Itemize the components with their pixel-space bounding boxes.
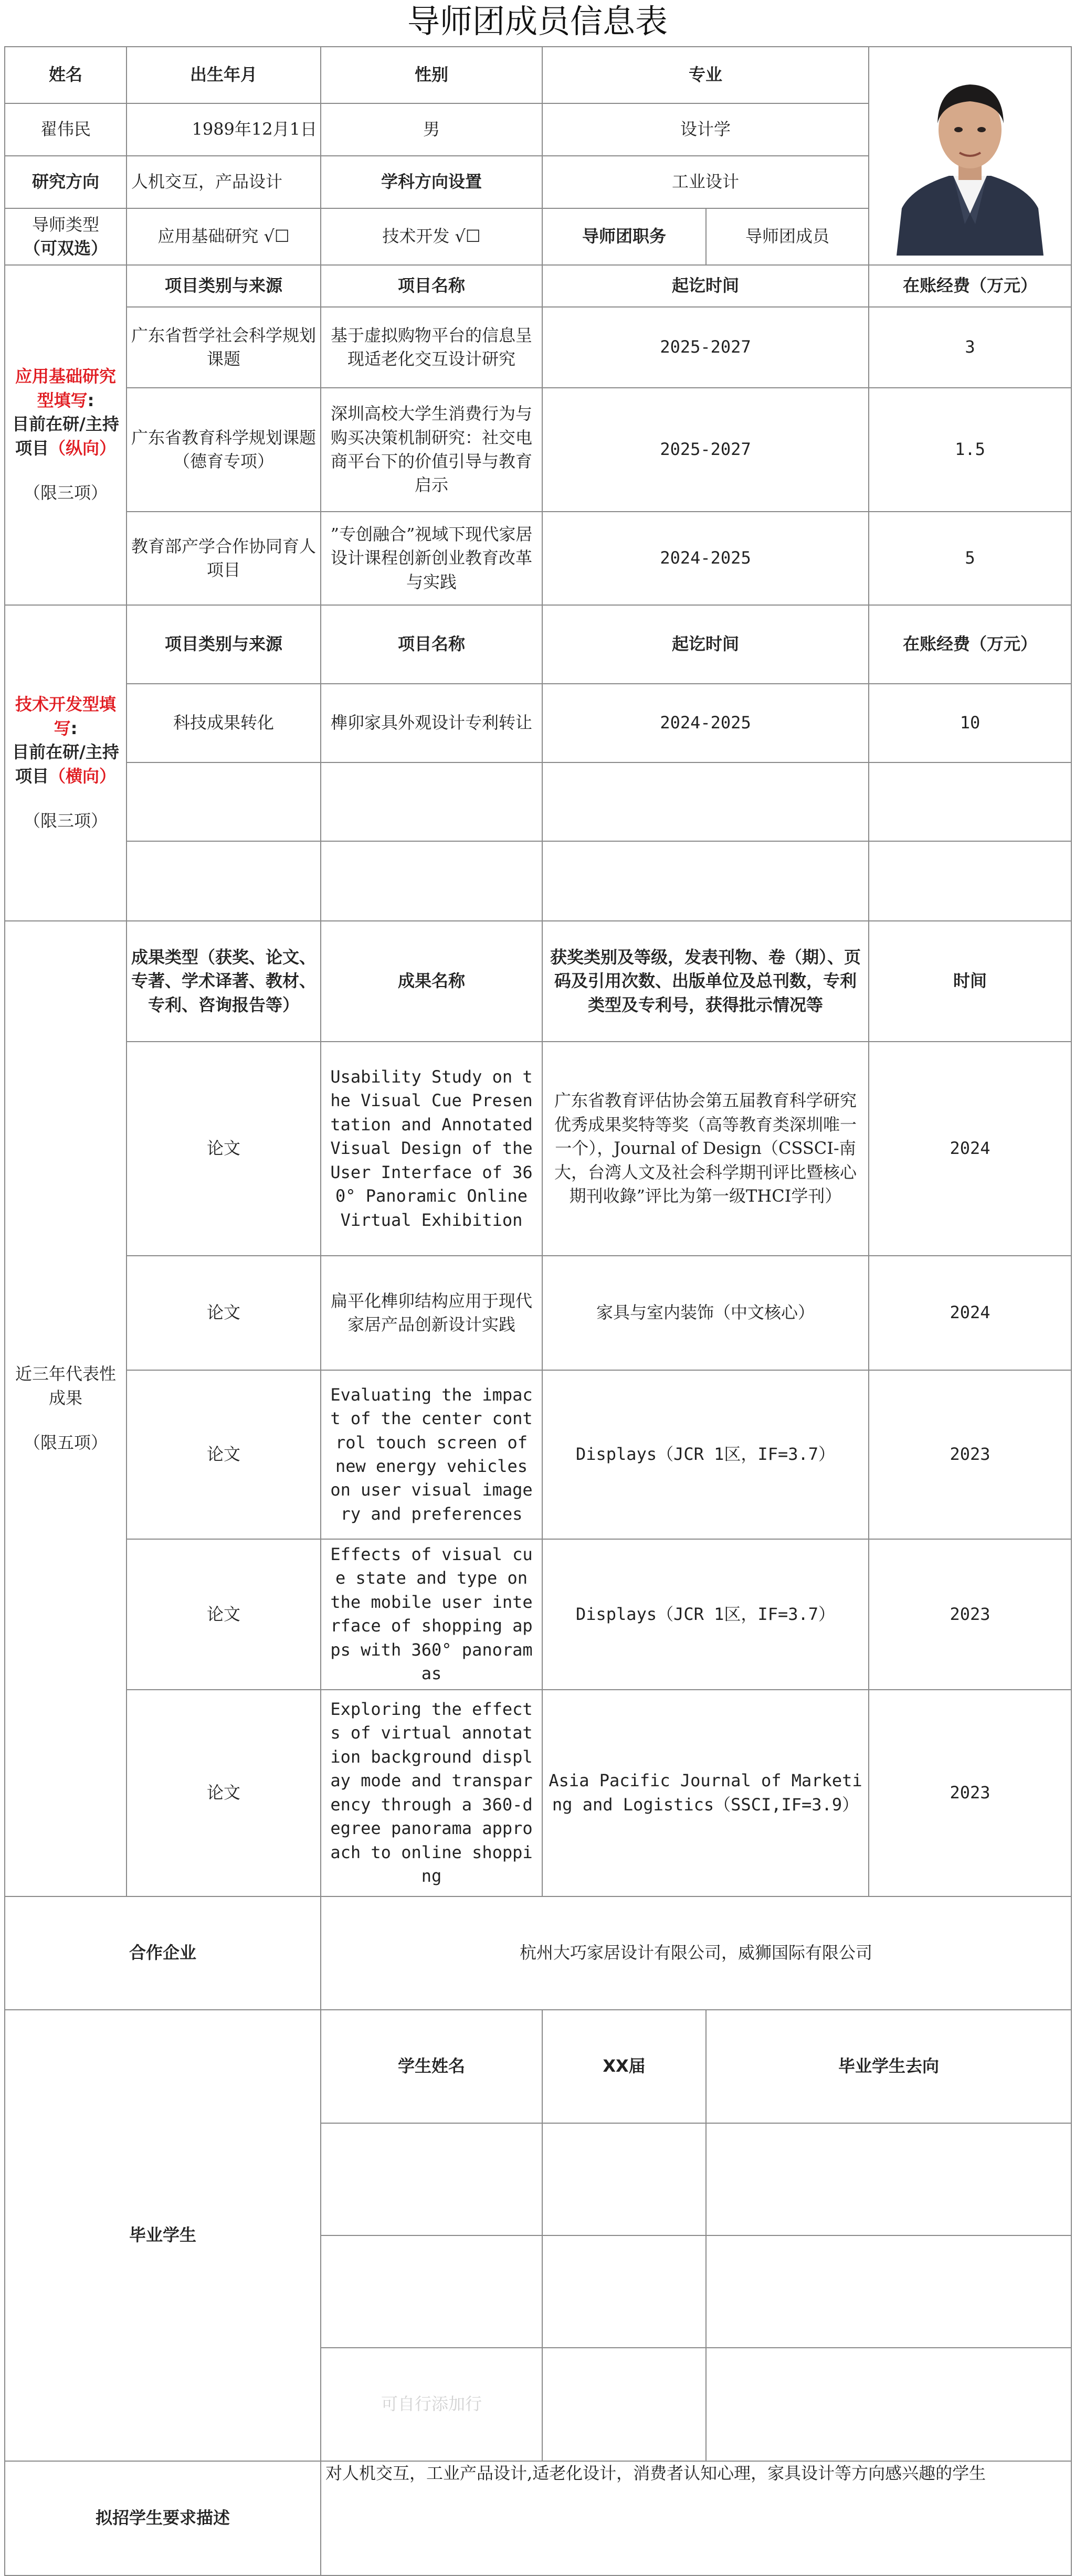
basic-side-red: 应用基础研究型填写 xyxy=(15,366,116,410)
project-fund xyxy=(869,841,1071,921)
project-period: 2025-2027 xyxy=(542,388,869,512)
partner-value: 杭州大巧家居设计有限公司，威狮国际有限公司 xyxy=(321,1896,1071,2010)
achievement-year: 2024 xyxy=(869,1256,1071,1370)
project-period: 2024-2025 xyxy=(542,512,869,605)
achievements-side-limit: （限五项） xyxy=(23,1433,108,1453)
mentor-type-label xyxy=(5,208,127,265)
project-period: 2025-2027 xyxy=(542,307,869,388)
project-source xyxy=(127,762,321,841)
mentor-info-table xyxy=(4,46,1072,2576)
project-source: 广东省哲学社会科学规划课题 xyxy=(127,307,321,388)
achievement-type: 论文 xyxy=(127,1690,321,1896)
achievement-row xyxy=(5,1370,1071,1539)
grad-header-name: 学生姓名 xyxy=(321,2010,542,2123)
project-name xyxy=(321,841,542,921)
project-fund: 10 xyxy=(869,684,1071,762)
type-basic-checkbox[interactable]: 应用基础研究 √☐ xyxy=(127,208,321,265)
project-source: 广东省教育科学规划课题（德育专项） xyxy=(127,388,321,512)
ach-header-detail: 获奖类别及等级，发表刊物、卷（期）、页码及引用次数、出版单位及总刊数，专利类型及专利号，获得批示情况等 xyxy=(542,921,869,1042)
major-value: 设计学 xyxy=(542,103,869,156)
recruit-value: 对人机交互，工业产品设计,适老化设计，消费者认知心理，家具设计等方向感兴趣的学生 xyxy=(321,2461,1071,2575)
achievement-name: Effects of visual cue state and type on the mobile user interface of shopping apps with 360° panoramas xyxy=(321,1539,542,1690)
basic-projects-side-label xyxy=(5,265,127,605)
recruit-label: 拟招学生要求描述 xyxy=(5,2461,321,2575)
achievement-detail: 广东省教育评估协会第五届教育科学研究优秀成果奖特等奖（高等教育类深圳唯一一个），Journal of Design（CSSCI-南大，台湾人文及社会科学期刊评比暨核心期刊收錄”评比为第一级THCI学刊） xyxy=(542,1042,869,1256)
mentor-type-text: 导师类型 xyxy=(31,214,99,235)
achievement-name: 扁平化榫卯结构应用于现代家居产品创新设计实践 xyxy=(321,1256,542,1370)
discipline-value: 工业设计 xyxy=(542,156,869,208)
project-name: 基于虚拟购物平台的信息呈现适老化交互设计研究 xyxy=(321,307,542,388)
project-name: 深圳高校大学生消费行为与购买决策机制研究：社交电商平台下的价值引导与教育启示 xyxy=(321,388,542,512)
achievement-year: 2023 xyxy=(869,1539,1071,1690)
basic-header-name: 项目名称 xyxy=(321,265,542,307)
project-source: 教育部产学合作协同育人项目 xyxy=(127,512,321,605)
project-fund: 5 xyxy=(869,512,1071,605)
research-label: 研究方向 xyxy=(5,156,127,208)
tech-side-red: 技术开发型填写 xyxy=(15,694,116,738)
project-name xyxy=(321,762,542,841)
birth-label: 出生年月 xyxy=(127,47,321,103)
achievement-detail: 家具与室内装饰（中文核心） xyxy=(542,1256,869,1370)
page-title: 导师团成员信息表 xyxy=(407,2,668,40)
tech-side-colon: : xyxy=(70,718,78,738)
basic-side-red2: （纵向） xyxy=(49,438,117,458)
achievement-row xyxy=(5,1690,1071,1896)
grad-header-year: XX届 xyxy=(542,2010,706,2123)
tech-side-limit: （限三项） xyxy=(23,811,108,831)
tech-header-source: 项目类别与来源 xyxy=(127,605,321,684)
achievement-detail: Asia Pacific Journal of Marketing and Logistics（SSCI,IF=3.9） xyxy=(542,1690,869,1896)
birth-value: 1989年12月1日 xyxy=(127,103,321,156)
achievements-side-title: 近三年代表性成果 xyxy=(15,1364,116,1408)
ach-header-type: 成果类型（获奖、论文、专著、学术译著、教材、专利、咨询报告等） xyxy=(127,921,321,1042)
achievement-type: 论文 xyxy=(127,1539,321,1690)
basic-project-row xyxy=(5,388,1071,512)
project-name: 榫卯家具外观设计专利转让 xyxy=(321,684,542,762)
achievement-row xyxy=(5,1042,1071,1256)
graduate-name-cell[interactable] xyxy=(321,2235,542,2348)
basic-header-source: 项目类别与来源 xyxy=(127,265,321,307)
achievement-name: Evaluating the impact of the center control touch screen of new energy vehicles on user visual imagery and preferences xyxy=(321,1370,542,1539)
achievement-row xyxy=(5,1256,1071,1370)
achievement-name: Exploring the effects of virtual annotation background display mode and transparency through a 360-degree panorama approach to online shopping xyxy=(321,1690,542,1896)
ach-header-name: 成果名称 xyxy=(321,921,542,1042)
tech-projects-side-label xyxy=(5,605,127,921)
basic-side-colon: : xyxy=(87,390,94,410)
position-label: 导师团职务 xyxy=(542,208,706,265)
achievement-year: 2023 xyxy=(869,1690,1071,1896)
achievement-year: 2023 xyxy=(869,1370,1071,1539)
project-name: ”专创融合”视域下现代家居设计课程创新创业教育改革与实践 xyxy=(321,512,542,605)
research-value: 人机交互，产品设计 xyxy=(127,156,321,208)
tech-project-row xyxy=(5,684,1071,762)
portrait-photo xyxy=(891,56,1049,256)
graduate-year-cell[interactable] xyxy=(542,2235,706,2348)
basic-project-row xyxy=(5,307,1071,388)
basic-side-limit: （限三项） xyxy=(23,483,108,503)
project-period: 2024-2025 xyxy=(542,684,869,762)
name-value: 翟伟民 xyxy=(5,103,127,156)
achievement-detail: Displays（JCR 1区，IF=3.7） xyxy=(542,1539,869,1690)
add-row-hint[interactable]: 可自行添加行 xyxy=(321,2348,542,2461)
achievements-side-label xyxy=(5,921,127,1896)
ach-header-year: 时间 xyxy=(869,921,1071,1042)
graduates-label: 毕业学生 xyxy=(5,2010,321,2461)
partner-label: 合作企业 xyxy=(5,1896,321,2010)
project-period xyxy=(542,841,869,921)
achievement-detail: Displays（JCR 1区，IF=3.7） xyxy=(542,1370,869,1539)
tech-header-period: 起讫时间 xyxy=(542,605,869,684)
basic-header-fund: 在账经费（万元） xyxy=(869,265,1071,307)
graduate-destination-cell[interactable] xyxy=(706,2235,1071,2348)
project-source xyxy=(127,841,321,921)
name-label: 姓名 xyxy=(5,47,127,103)
tech-side-red2: （横向） xyxy=(49,766,117,786)
project-fund xyxy=(869,762,1071,841)
tech-project-row xyxy=(5,841,1071,921)
photo-cell xyxy=(869,47,1071,265)
discipline-label: 学科方向设置 xyxy=(321,156,542,208)
basic-side-text2: 目前在研/主持项目 xyxy=(12,414,119,458)
achievement-type: 论文 xyxy=(127,1042,321,1256)
graduate-destination-cell[interactable] xyxy=(706,2348,1071,2461)
gender-value: 男 xyxy=(321,103,542,156)
achievement-name: Usability Study on the Visual Cue Presentation and Annotated Visual Design of the User Interface of 360° Panoramic Online Virtual Exhibition xyxy=(321,1042,542,1256)
tech-header-fund: 在账经费（万元） xyxy=(869,605,1071,684)
mentor-type-hint: （可双选） xyxy=(23,238,108,258)
type-tech-checkbox[interactable]: 技术开发 √☐ xyxy=(321,208,542,265)
achievement-year: 2024 xyxy=(869,1042,1071,1256)
project-fund: 1.5 xyxy=(869,388,1071,512)
gender-label: 性别 xyxy=(321,47,542,103)
achievement-row xyxy=(5,1539,1071,1690)
achievement-type: 论文 xyxy=(127,1256,321,1370)
project-period xyxy=(542,762,869,841)
achievement-type: 论文 xyxy=(127,1370,321,1539)
tech-project-row xyxy=(5,762,1071,841)
graduate-year-cell[interactable] xyxy=(542,2348,706,2461)
basic-header-period: 起讫时间 xyxy=(542,265,869,307)
major-label: 专业 xyxy=(542,47,869,103)
tech-side-text2: 目前在研/主持项目 xyxy=(12,742,119,786)
graduate-year-cell[interactable] xyxy=(542,2123,706,2235)
basic-project-row xyxy=(5,512,1071,605)
project-fund: 3 xyxy=(869,307,1071,388)
graduate-name-cell[interactable] xyxy=(321,2123,542,2235)
grad-header-destination: 毕业学生去向 xyxy=(706,2010,1071,2123)
project-source: 科技成果转化 xyxy=(127,684,321,762)
graduate-destination-cell[interactable] xyxy=(706,2123,1071,2235)
position-value: 导师团成员 xyxy=(706,208,869,265)
tech-header-name: 项目名称 xyxy=(321,605,542,684)
